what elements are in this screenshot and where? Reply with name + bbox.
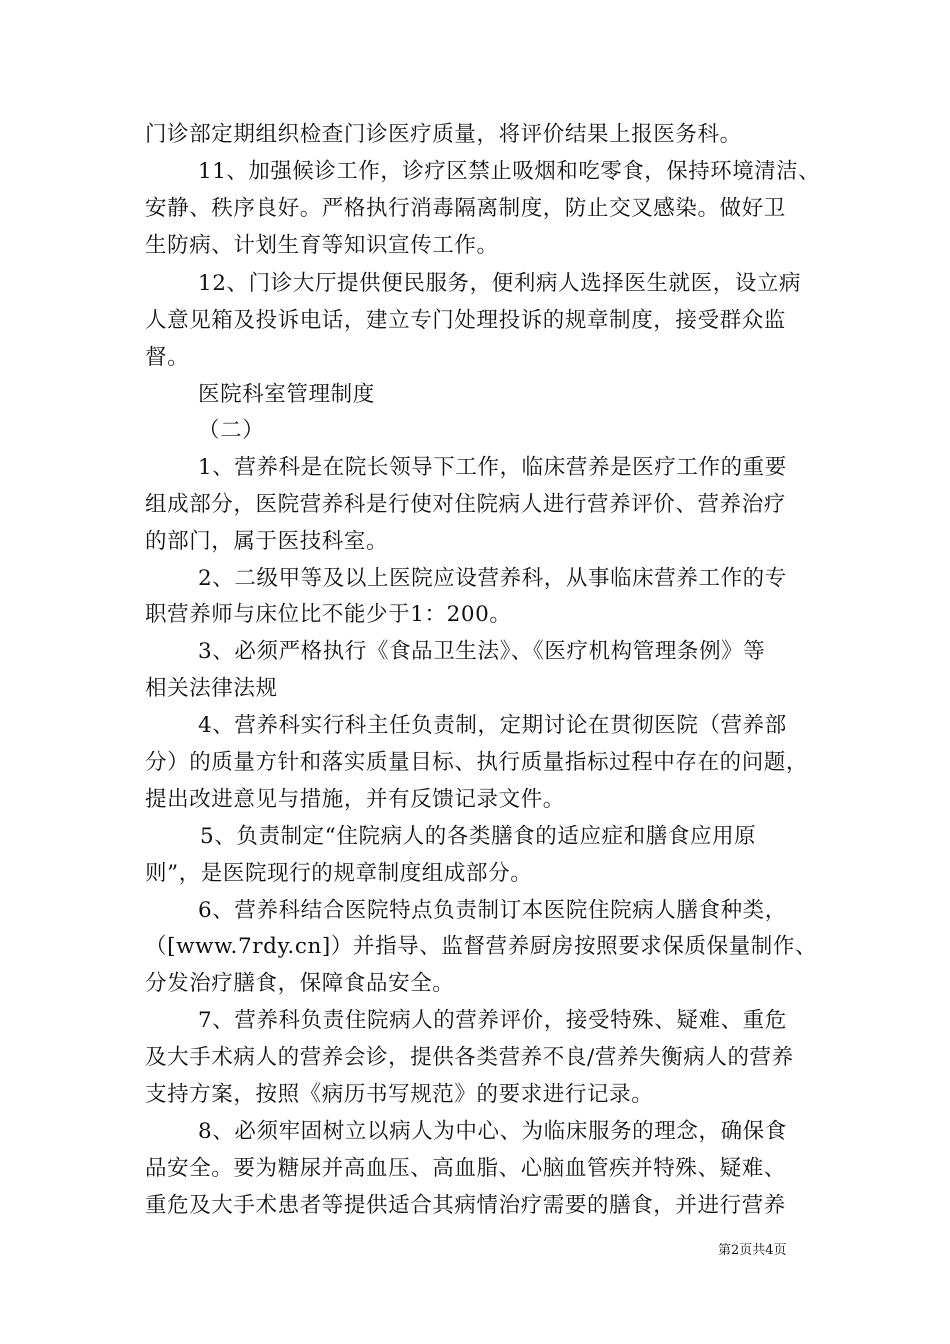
page-number: 第2页共4页 [718,1243,787,1258]
text-line: 支持方案，按照《病历书写规范》的要求进行记录。 [145,1082,654,1107]
text-line: 5、负责制定“住院病人的各类膳食的适应症和膳食应用原 [200,824,757,849]
text-line: 2、二级甲等及以上医院应设营养科，从事临床营养工作的专 [198,566,787,591]
text-line: 安静、秩序良好。严格执行消毒隔离制度，防止交叉感染。做好卫 [145,196,786,221]
text-line: 的部门，属于医技科室。 [145,529,389,554]
text-line: 生防病、计划生育等知识宣传工作。 [145,233,499,258]
text-line: 分发治疗膳食，保障食品安全。 [145,971,455,996]
text-line: 11、加强候诊工作，诊疗区禁止吸烟和吃零食，保持环境清洁、 [198,159,821,184]
section-title: 医院科室管理制度 [198,382,375,407]
text-line: 品安全。要为糖尿并高血压、高血脂、心脑血管疾并特殊、疑难、 [145,1156,786,1181]
text-line: 提出改进意见与措施，并有反馈记录文件。 [145,787,565,812]
text-line: 6、营养科结合医院特点负责制订本医院住院病人膳食种类， [198,898,787,923]
text-line: 门诊部定期组织检查门诊医疗质量，将评价结果上报医务科。 [145,122,742,147]
text-line: 及大手术病人的营养会诊，提供各类营养不良/营养失衡病人的营养 [145,1045,794,1070]
text-line: 7、营养科负责住院病人的营养评价，接受特殊、疑难、重危 [198,1008,787,1033]
text-line: 组成部分，医院营养科是行使对住院病人进行营养评价、营养治疗 [145,492,786,517]
text-line: 分）的质量方针和落实质量目标、执行质量指标过程中存在的问题， [145,750,809,775]
text-line: 职营养师与床位比不能少于1：200。 [145,602,512,627]
text-line: 1、营养科是在院长领导下工作，临床营养是医疗工作的重要 [198,455,787,480]
text-line: （[www.7rdy.cn]）并指导、监督营养厨房按照要求保质保量制作、 [145,934,818,959]
text-line: 3、必须严格执行《食品卫生法》、《医疗机构管理条例》等 [198,639,766,664]
text-line: 相关法律法规 [145,676,278,701]
text-line: 则”，是医院现行的规章制度组成部分。 [145,861,533,886]
text-line: 督。 [145,345,190,370]
text-line: 重危及大手术患者等提供适合其病情治疗需要的膳食，并进行营养 [145,1193,786,1218]
text-line: 8、必须牢固树立以病人为中心、为临床服务的理念，确保食 [198,1119,787,1144]
section-subtitle: （二） [198,418,265,443]
text-line: 人意见箱及投诉电话，建立专门处理投诉的规章制度，接受群众监 [145,308,786,333]
text-line: 12、门诊大厅提供便民服务，便利病人选择医生就医，设立病 [198,271,802,296]
text-line: 4、营养科实行科主任负责制，定期讨论在贯彻医院（营养部 [198,713,787,738]
